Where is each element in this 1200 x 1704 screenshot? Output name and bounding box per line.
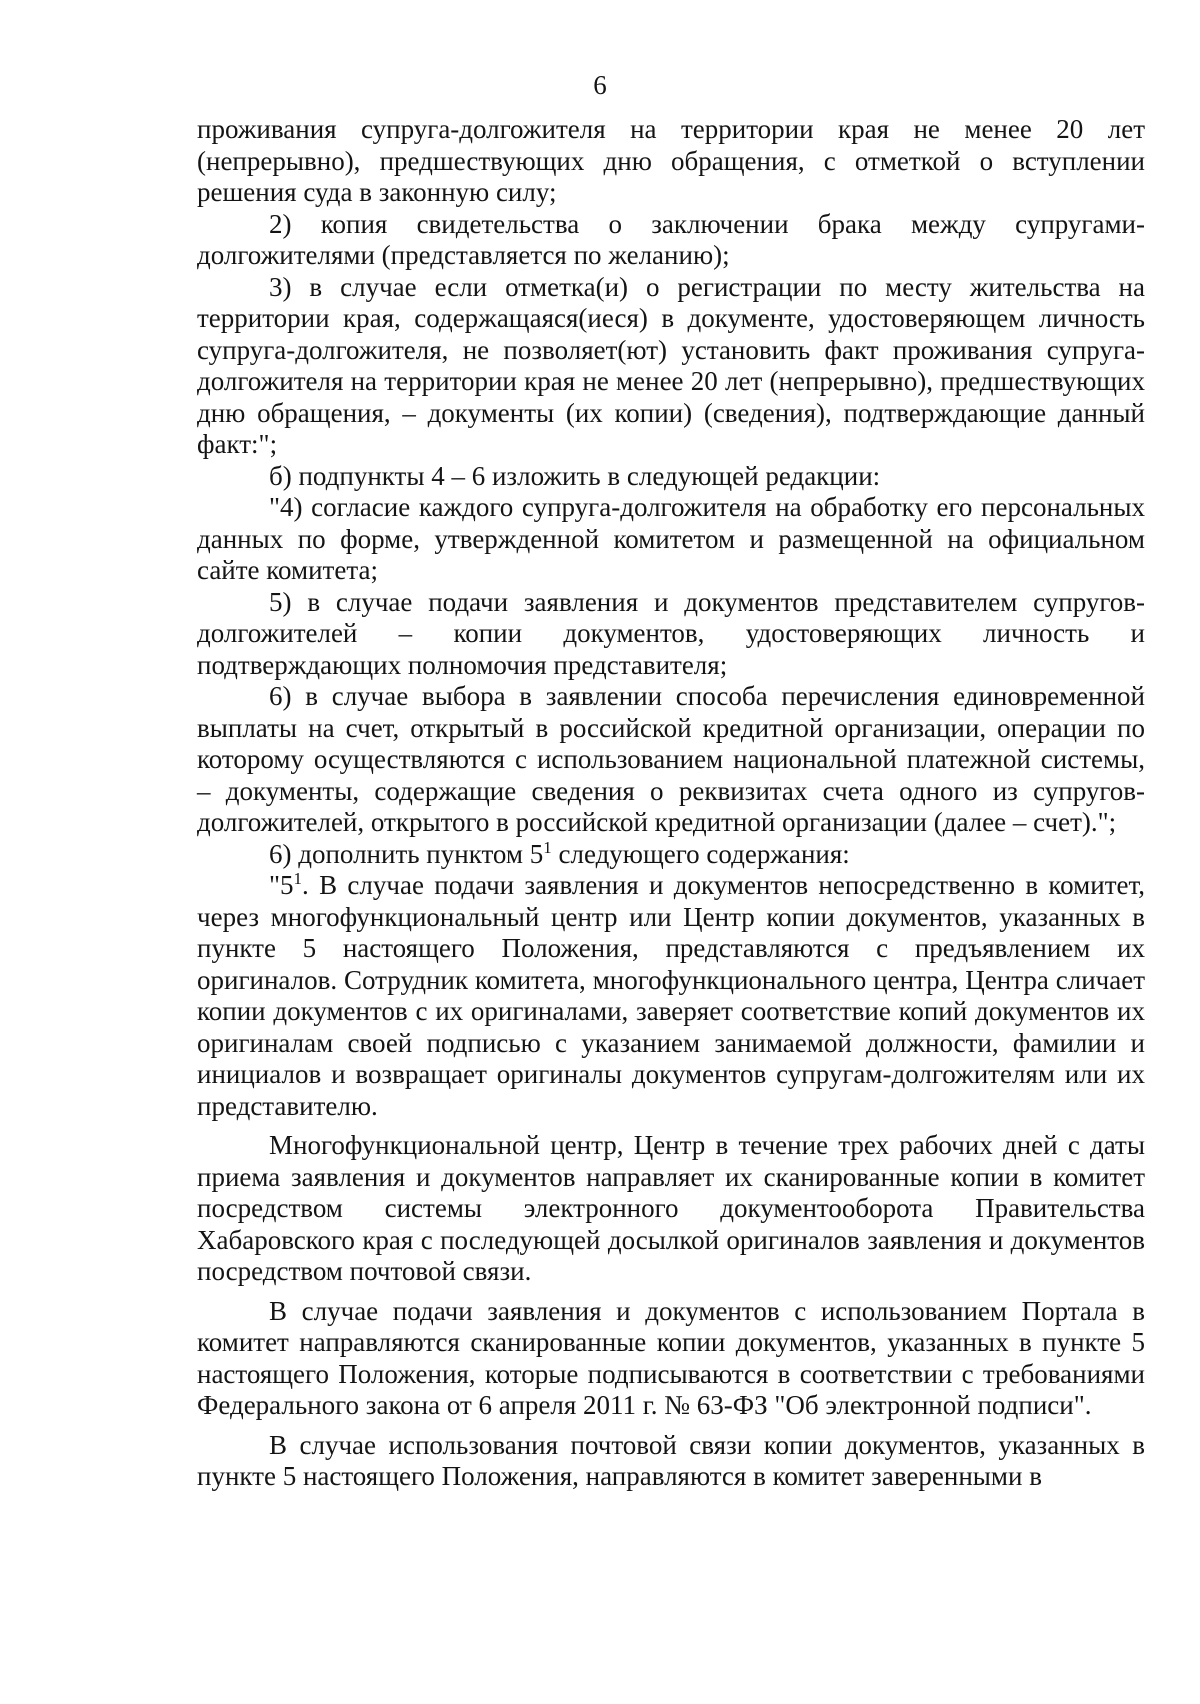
paragraph: Многофункциональной центр, Центр в течение трех рабочих дней с даты приема заявления и документов направляет их сканированные копии в комитет посредством системы электронного документооборота Правительства Хабаровского края с последующей досылкой оригиналов заявления и документов посредством почтовой связи.	[197, 1130, 1145, 1286]
superscript: 1	[293, 869, 303, 888]
paragraph-text: . В случае подачи заявления и документов непосредственно в комитет, через многофункциональный центр или Центр копии документов, указанных в пункте 5 настоящего Положения, представляются с предъявлением их оригиналов. Сотрудник комитета, многофункционального центра, Центра сличает копии документов с их оригиналами, заверяет соответствие копий документов их оригиналам своей подписью с указанием занимаемой должности, фамилии и инициалов и возвращает оригиналы документов супругам-долгожителям или их представителю.	[197, 870, 1145, 1121]
paragraph-text: "5	[269, 870, 294, 900]
page-number: 6	[593, 70, 607, 100]
paragraph: б) подпункты 4 – 6 изложить в следующей редакции:	[269, 460, 881, 491]
paragraph	[197, 870, 1145, 1122]
paragraph: В случае подачи заявления и документов с использованием Портала в комитет направляются сканированные копии документов, указанных в пункте 5 настоящего Положения, которые подписываются в соответствии с требованиями Федерального закона от 6 апреля 2011 г. № 63-ФЗ "Об электронной подписи".	[197, 1295, 1145, 1420]
paragraph-text: 6) дополнить пунктом 5	[269, 838, 544, 869]
paragraph-text: следующего содержания:	[551, 838, 850, 869]
document-body	[197, 114, 1145, 1493]
paragraph	[197, 839, 1145, 871]
paragraph: В случае использования почтовой связи копии документов, указанных в пункте 5 настоящего Положения, направляются в комитет заверенными в	[197, 1429, 1145, 1491]
paragraph: 5) в случае подачи заявления и документов представителем супругов-долгожителей – копии документов, удостоверяющих личность и подтверждающих полномочия представителя;	[197, 586, 1145, 680]
superscript: 1	[543, 837, 552, 857]
paragraph: 6) в случае выбора в заявлении способа перечисления единовременной выплаты на счет, открытый в российской кредитной организации, операции по которому осуществляются с использованием национальной платежной системы, – документы, содержащие сведения о реквизитах счета одного из супругов-долгожителей, открытого в российской кредитной организации (далее – счет).";	[197, 681, 1145, 837]
paragraph: 2) копия свидетельства о заключении брака между супругами-долгожителями (представляется по желанию);	[197, 208, 1145, 270]
paragraph: проживания супруга-долгожителя на территории края не менее 20 лет (непрерывно), предшествующих дню обращения, с отметкой о вступлении решения суда в законную силу;	[197, 114, 1145, 207]
paragraph: 3) в случае если отметка(и) о регистрации по месту жительства на территории края, содержащаяся(иеся) в документе, удостоверяющем личность супруга-долгожителя, не позволяет(ют) установить факт проживания супруга-долгожителя на территории края не менее 20 лет (непрерывно), предшествующих дню обращения, – документы (их копии) (сведения), подтверждающие данный факт:";	[197, 271, 1145, 459]
paragraph: "4) согласие каждого супруга-долгожителя на обработку его персональных данных по форме, утвержденной комитетом и размещенной на официальном сайте комитета;	[197, 492, 1145, 585]
